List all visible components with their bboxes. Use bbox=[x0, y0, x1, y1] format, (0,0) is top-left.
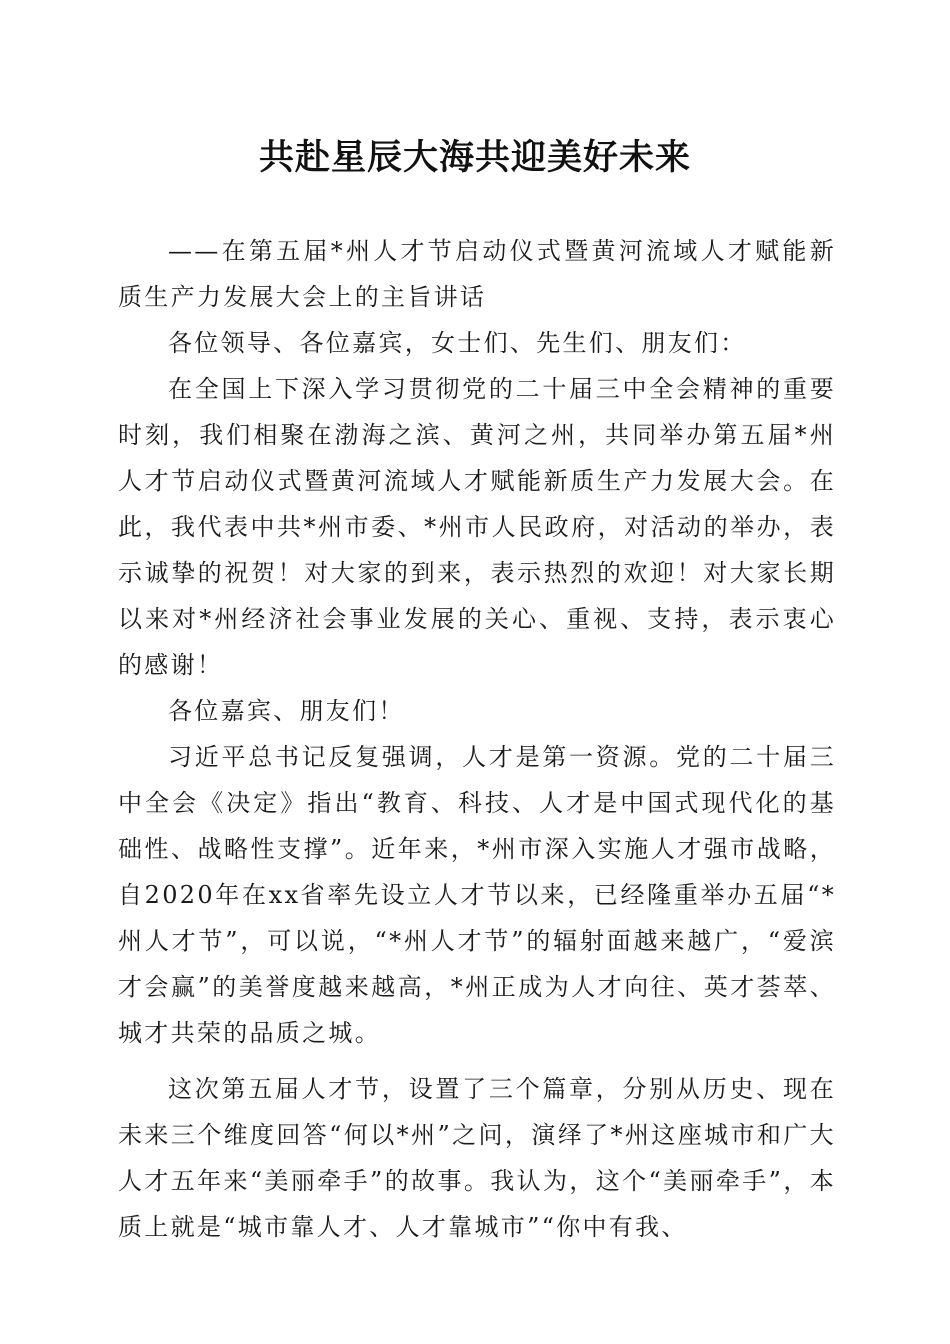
opening-paragraph: 在全国上下深入学习贯彻党的二十届三中全会精神的重要时刻，我们相聚在渤海之滨、黄河之州，共同举办第五届*州人才节启动仪式暨黄河流域人才赋能新质生产力发展大会。在此，我代表中共*州市委、*州市人民政府，对活动的举办，表示诚挚的祝贺！对大家的到来，表示热烈的欢迎！对大家长期以来对*州经济社会事业发展的关心、重视、支持，表示衷心的感谢！ bbox=[118, 375, 836, 679]
salutation-paragraph: 各位领导、各位嘉宾，女士们、先生们、朋友们： bbox=[168, 329, 747, 357]
address-paragraph: 各位嘉宾、朋友们！ bbox=[168, 697, 405, 725]
document-title: 共赴星辰大海共迎美好未来 bbox=[258, 137, 691, 178]
talent-strategy-paragraph: 习近平总书记反复强调，人才是第一资源。党的二十届三中全会《决定》指出“教育、科技、人才是中国式现代化的基础性、战略性支撑”。近年来，*州市深入实施人才强市战略，自2020年在xx省率先设立人才节以来，已经隆重举办五届“*州人才节”，可以说，“*州人才节”的辐射面越来越广，“爱滨才会赢”的美誉度越来越高，*州正成为人才向往、英才荟萃、城才共荣的品质之城。 bbox=[118, 743, 836, 1047]
document-body bbox=[118, 228, 836, 1250]
subtitle: ——在第五届*州人才节启动仪式暨黄河流域人才赋能新质生产力发展大会上的主旨讲话 bbox=[118, 237, 836, 311]
festival-chapters-paragraph: 这次第五届人才节，设置了三个篇章，分别从历史、现在未来三个维度回答“何以*州”之问，演绎了*州这座城市和广大人才五年来“美丽牵手”的故事。我认为，这个“美丽牵手”，本质上就是“城市靠人才、人才靠城市”“你中有我、 bbox=[118, 1075, 836, 1241]
